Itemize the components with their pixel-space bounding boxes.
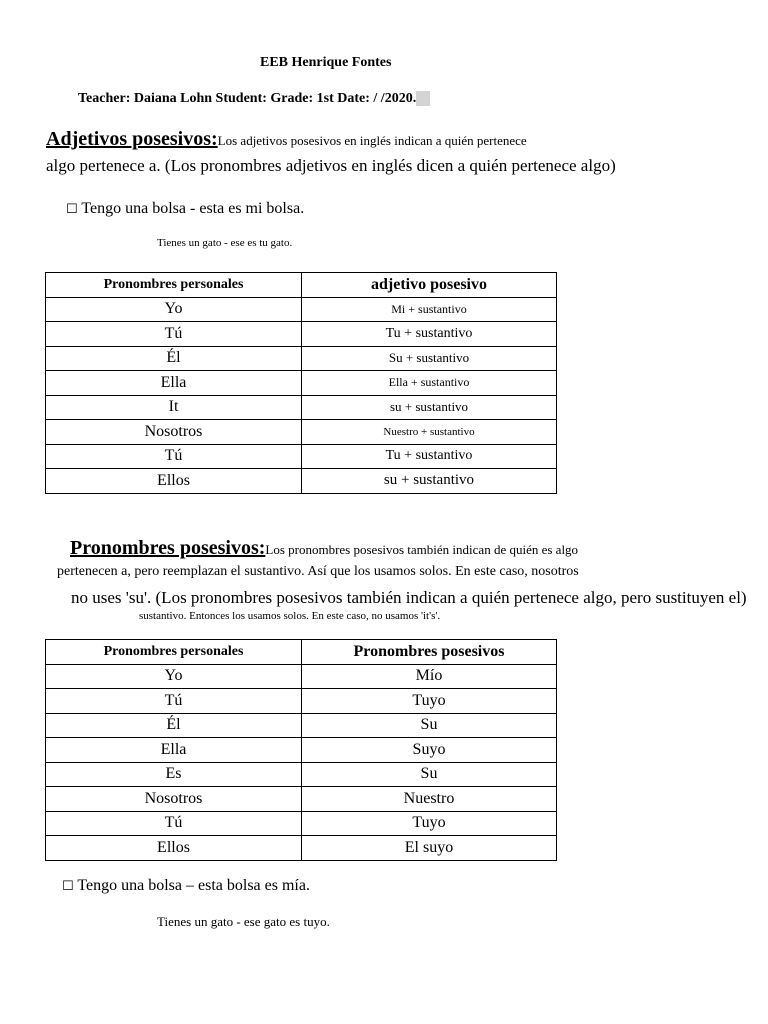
table-cell: Tuyo [302, 811, 557, 836]
table-header: Pronombres personales [46, 273, 302, 298]
table-cell: Tú [46, 811, 302, 836]
table-row [46, 371, 557, 396]
table-row [46, 713, 557, 738]
table-cell: Ellos [46, 469, 302, 494]
section2-example1-text: Tengo una bolsa – esta bolsa es mía. [77, 877, 310, 894]
table-header-row [46, 273, 557, 298]
section2-example2: Tienes un gato - ese gato es tuyo. [157, 914, 330, 929]
table-cell: Tu + sustantivo [302, 444, 557, 469]
section2-heading [70, 537, 578, 560]
table-row [46, 836, 557, 861]
table-cell: Tú [46, 444, 302, 469]
table-cell: Nuestro + sustantivo [302, 420, 557, 445]
table-cell: Tuyo [302, 689, 557, 714]
table-cell: Nosotros [46, 787, 302, 812]
table-header: Pronombres personales [46, 640, 302, 665]
checkbox-icon: ☐ [66, 202, 78, 217]
table-cell: Suyo [302, 738, 557, 763]
adjectives-table [45, 272, 557, 494]
section1-example2: Tienes un gato - ese es tu gato. [157, 237, 293, 249]
table-cell: Mi + sustantivo [302, 297, 557, 322]
section1-example1-text: Tengo una bolsa - esta es mi bolsa. [81, 200, 305, 217]
table-cell: Tú [46, 689, 302, 714]
table-cell: Mío [302, 664, 557, 689]
section2-intro-small: Los pronombres posesivos también indican de quién es algo [265, 542, 579, 557]
section1-heading [46, 128, 527, 151]
table-row [46, 811, 557, 836]
checkbox-icon: ☐ [62, 879, 74, 894]
table-row [46, 297, 557, 322]
section1-intro-line2: algo pertenece a. (Los pronombres adjetivos en inglés dicen a quién pertenece algo) [46, 156, 616, 175]
table-row [46, 664, 557, 689]
section1-intro-small: Los adjetivos posesivos en inglés indican a quién pertenece [217, 133, 527, 148]
table-cell: su + sustantivo [302, 395, 557, 420]
table-cell: Nuestro [302, 787, 557, 812]
section2-intro-line4: sustantivo. Entonces los usamos solos. En este caso, no usamos 'it's'. [139, 610, 441, 622]
school-name: EEB Henrique Fontes [260, 55, 392, 70]
table-cell: Es [46, 762, 302, 787]
table-cell: Él [46, 713, 302, 738]
table-cell: Él [46, 346, 302, 371]
table-header: adjetivo posesivo [302, 273, 557, 298]
table-cell: El suyo [302, 836, 557, 861]
table-cell: Tú [46, 322, 302, 347]
table-row [46, 395, 557, 420]
table-row [46, 689, 557, 714]
table-row [46, 420, 557, 445]
table-row [46, 787, 557, 812]
table-cell: Yo [46, 297, 302, 322]
section1-title: Adjetivos posesivos: [46, 128, 218, 150]
table-cell: Su [302, 713, 557, 738]
table-cell: Ella + sustantivo [302, 371, 557, 396]
info-line [78, 91, 430, 107]
table-row [46, 738, 557, 763]
pronouns-table [45, 639, 557, 861]
table-row [46, 469, 557, 494]
table-cell: Su + sustantivo [302, 346, 557, 371]
table-cell: Ella [46, 738, 302, 763]
table-cell: Nosotros [46, 420, 302, 445]
table-cell: su + sustantivo [302, 469, 557, 494]
table-row [46, 322, 557, 347]
section1-example1 [66, 200, 304, 218]
table-cell: Yo [46, 664, 302, 689]
table-row [46, 346, 557, 371]
info-line-text: Teacher: Daiana Lohn Student: Grade: 1st Date: / /2020. [78, 91, 417, 106]
table-cell: Su [302, 762, 557, 787]
table-cell: Ella [46, 371, 302, 396]
table-header-row [46, 640, 557, 665]
table-header: Pronombres posesivos [302, 640, 557, 665]
section2-intro-line2: pertenecen a, pero reemplazan el sustantivo. Así que los usamos solos. En este caso, nosotros [57, 564, 579, 579]
table-cell: Ellos [46, 836, 302, 861]
section2-title: Pronombres posesivos: [70, 537, 266, 559]
table-row [46, 444, 557, 469]
table-cell: Tu + sustantivo [302, 322, 557, 347]
section2-intro-line3: no uses 'su'. (Los pronombres posesivos también indican a quién pertenece algo, pero sustituyen el) [71, 588, 747, 607]
section2-example1 [62, 877, 310, 895]
highlight-mark [416, 91, 430, 106]
table-row [46, 762, 557, 787]
table-cell: It [46, 395, 302, 420]
